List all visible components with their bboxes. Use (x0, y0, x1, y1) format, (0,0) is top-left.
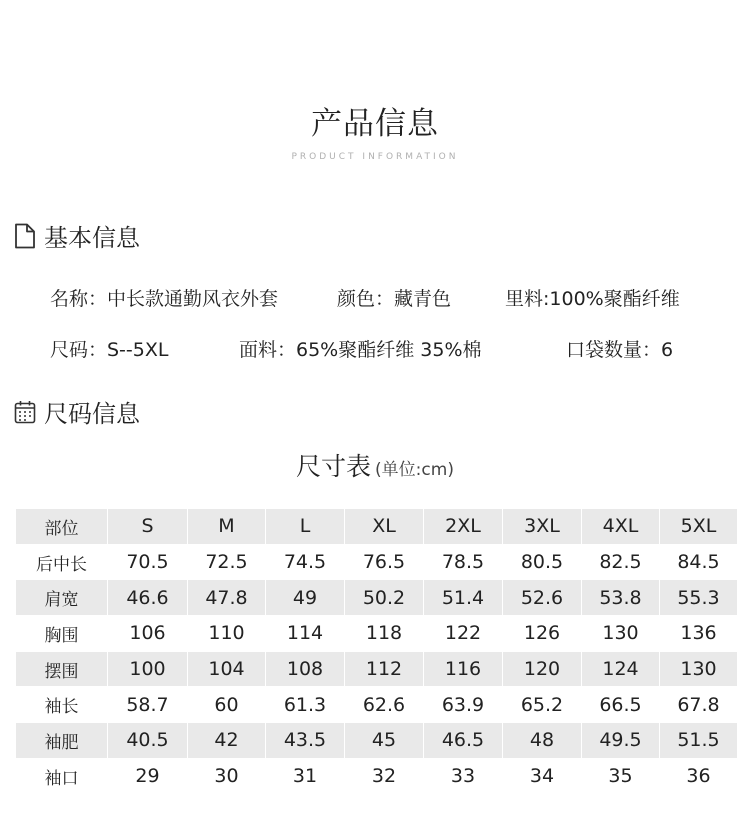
table-cell: 31 (266, 758, 345, 794)
table-cell: 80.5 (503, 544, 582, 580)
table-cell: 5XL (660, 509, 738, 545)
size-table-title (0, 447, 750, 483)
table-cell: 120 (503, 651, 582, 687)
size-info-heading-text: 尺码信息 (44, 400, 140, 428)
table-cell: S (108, 509, 188, 545)
table-cell: 67.8 (660, 687, 738, 723)
table-cell: 40.5 (108, 723, 188, 759)
table-cell: 55.3 (660, 580, 738, 616)
table-cell: 34 (503, 758, 582, 794)
table-cell: 106 (108, 616, 188, 652)
table-cell: 35 (582, 758, 660, 794)
table-cell: 42 (188, 723, 266, 759)
page-title: 产品信息 (311, 106, 439, 142)
table-cell: 49 (266, 580, 345, 616)
table-cell: 108 (266, 651, 345, 687)
document-icon (14, 223, 36, 249)
row-label-cell: 袖口 (16, 758, 108, 794)
table-cell: 32 (345, 758, 424, 794)
table-cell: 130 (582, 616, 660, 652)
table-cell: 29 (108, 758, 188, 794)
table-cell: 46.6 (108, 580, 188, 616)
table-cell: 122 (424, 616, 503, 652)
table-cell: 2XL (424, 509, 503, 545)
table-cell: 46.5 (424, 723, 503, 759)
table-cell: 84.5 (660, 544, 738, 580)
table-cell: 45 (345, 723, 424, 759)
table-cell: 124 (582, 651, 660, 687)
table-row (16, 687, 738, 723)
table-cell: 118 (345, 616, 424, 652)
table-cell: 116 (424, 651, 503, 687)
info-size-range: 尺码：S--5XL (50, 339, 169, 361)
table-cell: 53.8 (582, 580, 660, 616)
table-cell: 70.5 (108, 544, 188, 580)
table-cell: 51.5 (660, 723, 738, 759)
table-cell: 3XL (503, 509, 582, 545)
info-lining: 里料:100%聚酯纤维 (505, 288, 680, 310)
page-subtitle: PRODUCT INFORMATION (291, 152, 459, 162)
table-cell: 65.2 (503, 687, 582, 723)
row-label-cell: 摆围 (16, 651, 108, 687)
table-cell: 48 (503, 723, 582, 759)
row-label-cell: 胸围 (16, 616, 108, 652)
basic-info-heading (14, 218, 140, 253)
row-label-cell: 袖肥 (16, 723, 108, 759)
table-cell: 130 (660, 651, 738, 687)
row-label-cell: 后中长 (16, 544, 108, 580)
table-cell: 49.5 (582, 723, 660, 759)
table-cell: 60 (188, 687, 266, 723)
table-cell: 62.6 (345, 687, 424, 723)
info-pockets: 口袋数量：6 (566, 339, 674, 361)
row-label-cell: 肩宽 (16, 580, 108, 616)
table-row (16, 616, 738, 652)
table-cell: 66.5 (582, 687, 660, 723)
table-cell: M (188, 509, 266, 545)
table-cell: 110 (188, 616, 266, 652)
size-info-heading (14, 394, 140, 429)
table-cell: 58.7 (108, 687, 188, 723)
size-table-unit: (单位:cm) (375, 460, 454, 480)
calendar-icon (14, 400, 36, 424)
table-cell: 50.2 (345, 580, 424, 616)
table-cell: 104 (188, 651, 266, 687)
table-cell: 52.6 (503, 580, 582, 616)
size-table (15, 508, 738, 795)
table-cell: 114 (266, 616, 345, 652)
table-row (16, 723, 738, 759)
table-cell: 4XL (582, 509, 660, 545)
table-cell: 33 (424, 758, 503, 794)
table-cell: 43.5 (266, 723, 345, 759)
table-row (16, 580, 738, 616)
table-cell: 36 (660, 758, 738, 794)
table-cell: L (266, 509, 345, 545)
table-cell: 82.5 (582, 544, 660, 580)
row-label-cell: 部位 (16, 509, 108, 545)
table-cell: XL (345, 509, 424, 545)
table-row (16, 758, 738, 794)
info-fabric: 面料：65%聚酯纤维 35%棉 (239, 339, 482, 361)
table-row (16, 544, 738, 580)
table-cell: 136 (660, 616, 738, 652)
table-cell: 74.5 (266, 544, 345, 580)
table-cell: 100 (108, 651, 188, 687)
table-cell: 112 (345, 651, 424, 687)
table-cell: 126 (503, 616, 582, 652)
table-cell: 63.9 (424, 687, 503, 723)
table-cell: 72.5 (188, 544, 266, 580)
table-cell: 30 (188, 758, 266, 794)
info-color: 颜色：藏青色 (337, 288, 452, 310)
basic-info-heading-text: 基本信息 (44, 224, 140, 252)
table-cell: 51.4 (424, 580, 503, 616)
table-header-row (16, 509, 738, 545)
table-row (16, 651, 738, 687)
table-cell: 61.3 (266, 687, 345, 723)
table-cell: 76.5 (345, 544, 424, 580)
table-cell: 47.8 (188, 580, 266, 616)
row-label-cell: 袖长 (16, 687, 108, 723)
table-cell: 78.5 (424, 544, 503, 580)
info-name: 名称：中长款通勤风衣外套 (50, 288, 279, 310)
size-table-title-text: 尺寸表 (296, 452, 372, 481)
